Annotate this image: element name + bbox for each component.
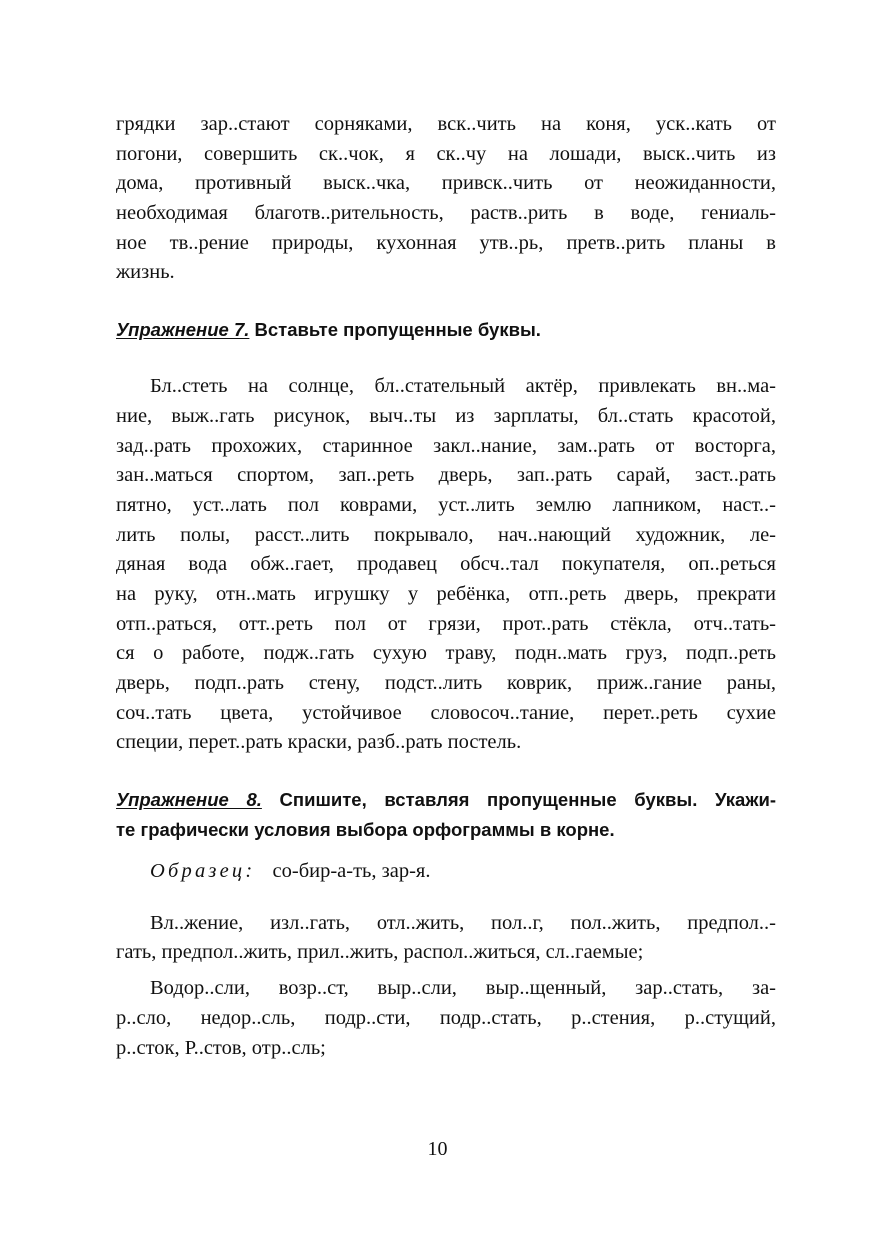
page-number: 10 [427,1138,448,1160]
exercise8-group2 [116,974,776,1063]
sample-label: Образец: [150,860,256,883]
text-line: дома, противный выск..чка, привск..чить от неожиданности, [116,172,776,195]
text-line: дяная вода обж..гает, продавец обсч..тал покупателя, оп..реться [116,553,776,576]
exercise8-label: Упражнение 8. [116,789,262,811]
text-line: погони, совершить ск..чок, я ск..чу на лошади, выск..чить из [116,142,776,165]
heading-line [116,315,776,345]
exercise8-sample [116,857,776,887]
document-page [116,110,776,1063]
exercise7-body [116,372,776,758]
text-line: р..сток, Р..стов, отр..сль; [116,1036,326,1059]
exercise8-group1 [116,909,776,968]
text-line: ся о работе, подж..гать сухую траву, подн..мать груз, подп..реть [116,642,776,665]
sample-text: со-бир-а-ть, зар-я. [272,860,431,883]
text-line: необходимая благотв..рительность, раств..рить в воде, гениаль- [116,202,776,225]
text-line: пятно, уст..лать пол коврами, уст..лить землю лапником, наст..- [116,493,776,516]
text-line: соч..тать цвета, устойчивое словосоч..тание, перет..реть сухие [116,701,776,724]
text-line: лить полы, расст..лить покрывало, нач..нающий художник, ле- [116,523,776,546]
text-line: отп..раться, отт..реть пол от грязи, прот..рать стёкла, отч..тать- [116,612,776,635]
text-line: зад..рать прохожих, старинное закл..нание, зам..рать от восторга, [116,434,776,457]
text-line: зан..маться спортом, зап..реть дверь, зап..рать сарай, заст..рать [116,464,776,487]
exercise7-label: Упражнение 7. [116,319,250,341]
text-line: р..сло, недор..сль, подр..сти, подр..стать, р..стения, р..стущий, [116,1006,776,1029]
exercise8-instruction-line1: Спишите, вставляя пропущенные буквы. Укажи- [279,789,776,811]
text-line: грядки зар..стают сорняками, вск..чить на коня, уск..кать от [116,113,776,135]
text-line: ное тв..рение природы, кухонная утв..рь, претв..рить планы в [116,231,776,254]
text-line: гать, предпол..жить, прил..жить, распол..житься, сл..гаемые; [116,941,644,964]
exercise7-heading [116,315,776,345]
exercise8-heading [116,785,776,845]
exercise7-instruction: Вставьте пропущенные буквы. [254,319,541,341]
text-line: Водор..сли, возр..ст, выр..сли, выр..щенный, зар..стать, за- [150,977,776,1000]
text-line: Вл..жение, изл..гать, отл..жить, пол..г, пол..жить, предпол..- [150,911,776,934]
text-line: специи, перет..рать краски, разб..рать постель. [116,731,522,754]
text-line: Бл..стеть на солнце, бл..стательный актёр, привлекать вн..ма- [150,375,776,398]
heading-line [116,785,776,815]
text-line: жизнь. [116,261,175,284]
text-line: дверь, подп..рать стену, подст..лить коврик, приж..гание раны, [116,672,776,694]
paragraph-top [116,110,776,288]
text-line: на руку, отн..мать игрушку у ребёнка, отп..реть дверь, прекрати [116,582,776,605]
exercise8-instruction-line2: те графически условия выбора орфограммы в корне. [116,819,615,841]
text-line: ние, выж..гать рисунок, выч..ты из зарплаты, бл..стать красотой, [116,404,776,427]
